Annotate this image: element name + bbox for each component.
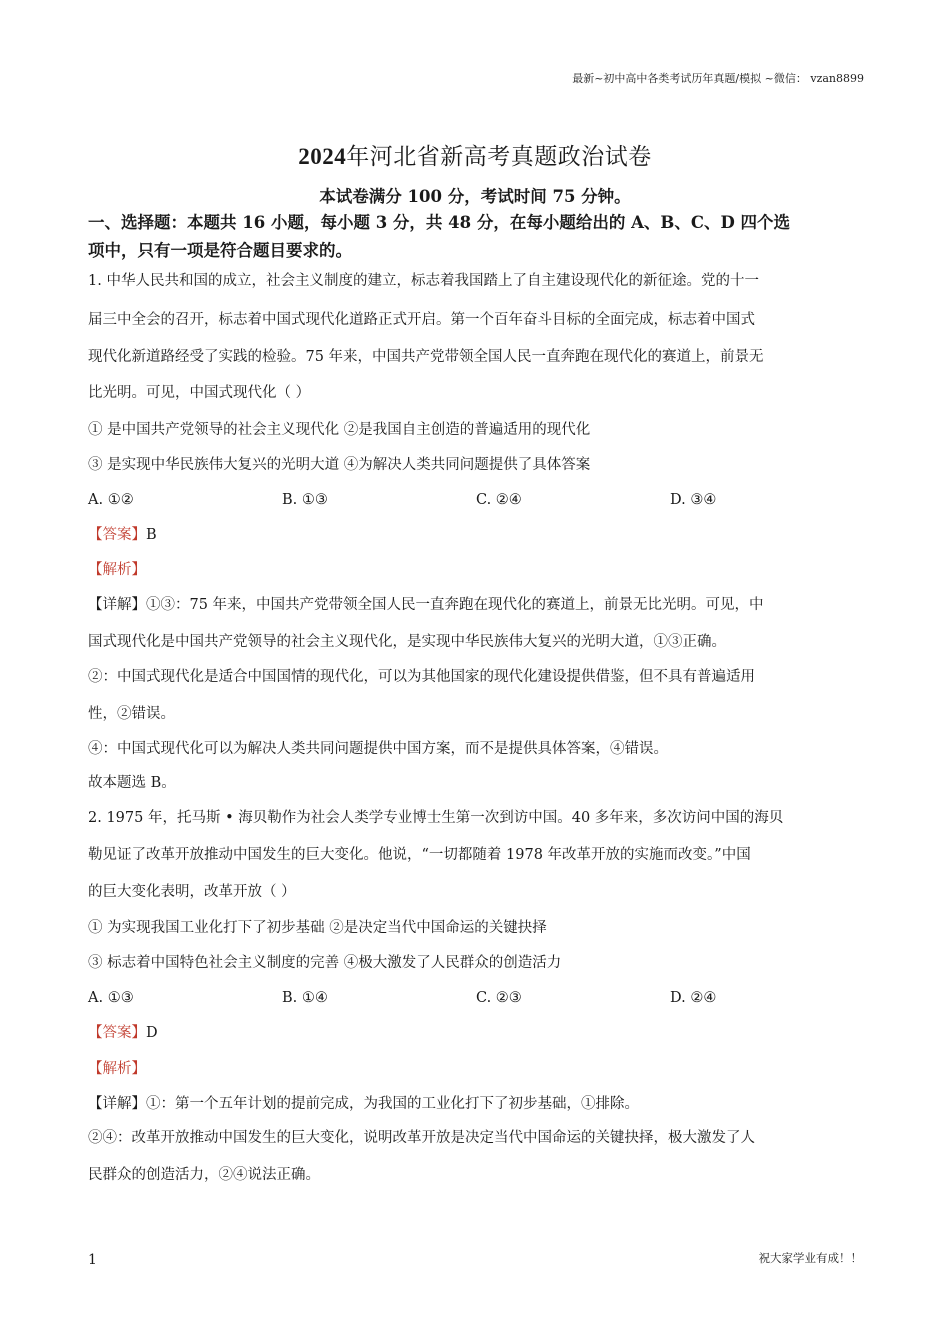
document-title [0,138,950,171]
q2-option-b: B. ①④ [282,990,328,1006]
title-text: 年河北省新高考真题政治试卷 [346,144,652,170]
q2-analysis-label: 【解析】 [88,1061,146,1077]
q1-stem-line: 现代化新道路经受了实践的检验。75 年来，中国共产党带领全国人民一直奔跑在现代化的赛道上，前景无 [88,349,764,365]
q1-analysis-label: 【解析】 [88,562,146,578]
q1-statement-row: ③ 是实现中华民族伟大复兴的光明大道 ④为解决人类共同问题提供了具体答案 [88,457,591,473]
q2-statement-row: ③ 标志着中国特色社会主义制度的完善 ④极大激发了人民群众的创造活力 [88,955,562,971]
q2-detail-line: ②④：改革开放推动中国发生的巨大变化，说明改革开放是决定当代中国命运的关键抉择，极大激发了人 [88,1130,755,1146]
q1-option-b: B. ①③ [282,492,328,508]
q1-stem-line: 届三中全会的召开，标志着中国式现代化道路正式开启。第一个百年奋斗目标的全面完成，标志着中国式 [88,312,755,328]
q2-stem-line: 2. 1975 年，托马斯 • 海贝勒作为社会人类学专业博士生第一次到访中国。40 多年来，多次访问中国的海贝 [88,810,784,826]
q1-stem-line: 1. 中华人民共和国的成立，社会主义制度的建立，标志着我国踏上了自主建设现代化的新征途。党的十一 [88,273,759,289]
q1-detail-line: 国式现代化是中国共产党领导的社会主义现代化，是实现中华民族伟大复兴的光明大道，①③正确。 [88,634,726,650]
q2-option-d: D. ②④ [670,990,717,1006]
q2-detail-line: 民群众的创造活力，②④说法正确。 [88,1167,320,1183]
header-note: 最新~初中高中各类考试历年真题/模拟 ~微信： vzan8899 [572,72,864,85]
exam-subtitle: 本试卷满分 100 分，考试时间 75 分钟。 [319,187,631,206]
q1-detail-line: 【详解】①③：75 年来，中国共产党带领全国人民一直奔跑在现代化的赛道上，前景无比光明。可见，中 [88,597,764,613]
q2-detail-line: 【详解】①：第一个五年计划的提前完成，为我国的工业化打下了初步基础，①排除。 [88,1096,639,1112]
q1-stem-line: 比光明。可见，中国式现代化（ ） [88,385,311,401]
answer-value: B [146,527,157,543]
q1-option-a: A. ①② [88,492,134,508]
q2-answer [88,1023,158,1043]
q2-option-c: C. ②③ [476,990,522,1006]
q1-detail-line: 故本题选 B。 [88,775,176,791]
title-year: 2024 [298,144,347,169]
section-heading-line-2: 项中，只有一项是符合题目要求的。 [88,241,352,260]
q1-answer [88,525,157,545]
q1-statement-row: ① 是中国共产党领导的社会主义现代化 ②是我国自主创造的普遍适用的现代化 [88,422,591,438]
footer-slogan: 祝大家学业有成！！ [758,1251,862,1265]
section-heading-line-1: 一、选择题：本题共 16 小题，每小题 3 分，共 48 分，在每小题给出的 A、B、C、D 四个选 [88,213,791,232]
q2-stem-line: 的巨大变化表明，改革开放（ ） [88,884,296,900]
q1-option-d: D. ③④ [670,492,717,508]
answer-label: 【答案】 [88,527,146,543]
page-number: 1 [88,1252,97,1268]
q2-statement-row: ① 为实现我国工业化打下了初步基础 ②是决定当代中国命运的关键抉择 [88,920,547,936]
q2-stem-line: 勒见证了改革开放推动中国发生的巨大变化。他说，“一切都随着 1978 年改革开放的实施而改变。”中国 [88,847,751,863]
q1-detail-line: ④：中国式现代化可以为解决人类共同问题提供中国方案，而不是提供具体答案，④错误。 [88,741,668,757]
answer-value: D [146,1025,158,1041]
answer-label: 【答案】 [88,1025,146,1041]
q2-option-a: A. ①③ [88,990,134,1006]
q1-detail-line: 性，②错误。 [88,706,175,722]
q1-detail-line: ②：中国式现代化是适合中国国情的现代化，可以为其他国家的现代化建设提供借鉴，但不具有普遍适用 [88,669,755,685]
q1-option-c: C. ②④ [476,492,522,508]
